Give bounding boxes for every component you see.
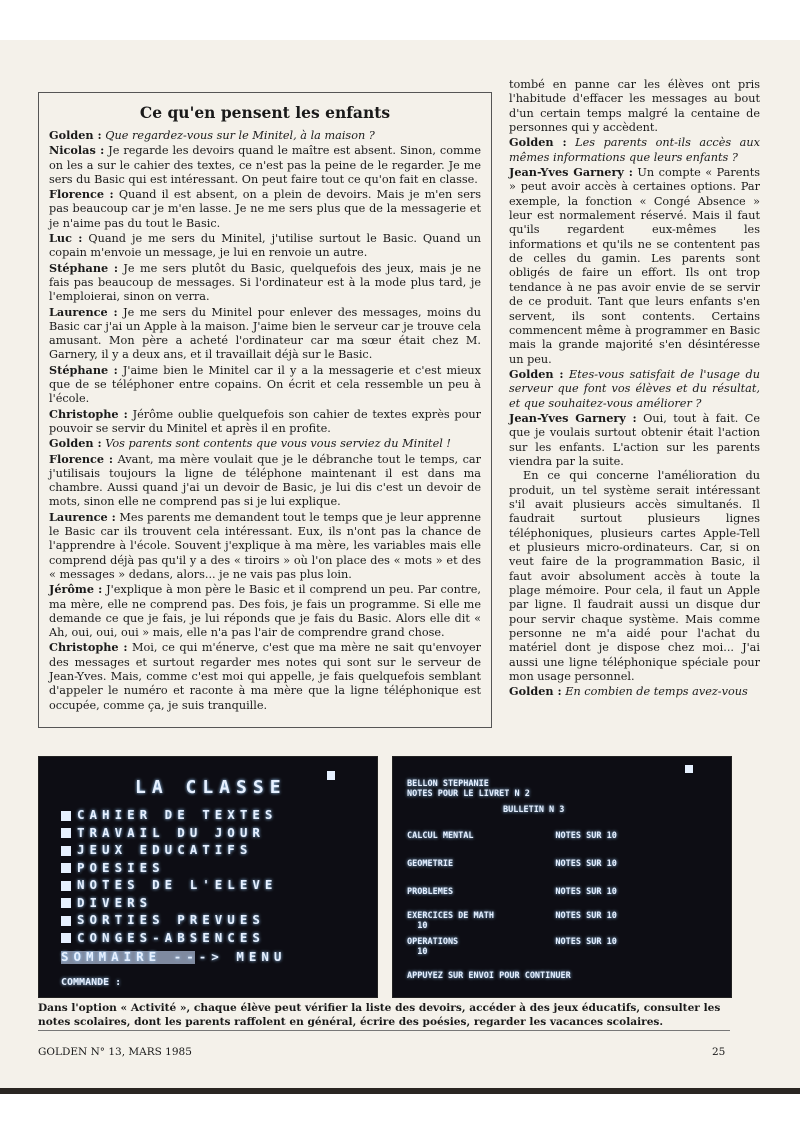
notes-row: OPERATIONS NOTES SUR 10 [407,937,617,947]
speaker-name: Laurence : [49,304,118,319]
screen-menu-label: NOTES DE L'ELEVE [77,877,278,892]
paragraph-text: Je regarde les devoirs quand le maître est absent. Sinon, comme on les a sur le cahier des textes, ce n'est pas la peine de le regarder. Je me sers du Basic qui est intéressant. On peut faire tout ce qu'on fait en classe. [49,144,481,186]
paragraph [49,510,481,582]
bullet-icon [61,863,71,873]
paragraph-text: J'aime bien le Minitel car il y a la messagerie et c'est mieux que de se téléphoner entre copains. On écrit et cela ressemble un peu à l'école. [49,363,482,406]
paragraph-text: Oui, tout à fait. Ce que je voulais surtout obtenir était l'action sur les enfants. L'action sur les parents viendra par la suite. [509,411,761,468]
speaker-name: Golden : [49,436,102,451]
footer-issue: GOLDEN N° 13, MARS 1985 [38,1046,192,1058]
speaker-name: Stéphane : [49,362,118,377]
paragraph-text: Que regardez-vous sur le Minitel, à la maison ? [105,129,375,142]
notes-row: EXERCICES DE MATH NOTES SUR 10 [407,911,617,921]
bullet-icon [61,898,71,908]
right-column [509,78,760,700]
screen-menu-item [61,895,152,910]
speaker-name: Jean-Yves Garnery : [509,410,637,425]
speaker-name: Stéphane : [49,260,119,275]
notes-row: APPUYEZ SUR ENVOI POUR CONTINUER [407,971,571,981]
speaker-name: Christophe : [49,640,128,655]
paragraph [509,469,760,684]
paragraph-text: Quand il est absent, on a plein de devoirs. Mais je m'en sers pas beaucoup car je m'en lasse. Je ne me sers plus que de la messagerie et je n'aime pas du tout le Basic. [49,188,482,230]
paragraph [49,640,481,712]
footer-divider [38,1030,730,1031]
screen-menu-item [61,842,252,857]
paragraph [49,231,481,261]
box-title: Ce qu'en pensent les enfants [139,103,391,122]
paragraph [49,143,481,187]
paragraph-text: En combien de temps avez-vous [565,685,748,699]
paragraph-text: Avant, ma mère voulait que je le débranche tout le temps, car j'utilisais toujours la ligne de téléphone maintenant il est dans ma chambre. Aussi quand j'ai un devoir de Basic, je lui dis c'est un devoir de mots, sinon elle ne comprend pas si je lui explique. [49,452,481,509]
minitel-screen-notes [392,756,732,998]
paragraph [49,128,481,143]
box-paragraphs [49,128,481,713]
screen-menu-item [61,877,277,892]
paragraph-text: Un compte « Parents » peut avoir accès à certaines options. Par exemple, la fonction « Congé Absence » leur est normalement réservé. Mais il faut qu'ils regardent eux-mêmes les informations et qu'ils ne se contentent pas de celles du gamin. Les parents sont obligés de faire un effort. Ils ont trop tendance à ne pas avoir envie de se servir de ce produit. Tant que leurs enfants s'en servent, ils sont contents. Certains commencent même à programmer en Basic mais la grande majorité s'en désintéresse un peu. [509,166,761,366]
bullet-icon [61,916,71,926]
screen-menu-label: SORTIES PREVUES [77,912,265,927]
notes-row: 10 [407,947,428,957]
paragraph-text: Je me sers du Minitel pour enlever des messages, moins du Basic car j'ai un Apple à la maison. J'aime bien le serveur car je trouve cela amusant. Mon père a acheté l'ordinateur car ma sœur était chez M. Garnery, il y a deux ans, et il travaillait déjà sur le Basic. [49,305,481,362]
bullet-icon [61,933,71,943]
screen-menu-label: JEUX EDUCATIFS [77,842,253,857]
screen-title: LA CLASSE [135,777,287,798]
bullet-icon [61,881,71,891]
paragraph [509,135,760,165]
speaker-name: Jean-Yves Garnery : [509,165,633,180]
screen-menu-item [61,807,277,822]
speaker-name: Florence : [49,187,114,202]
paragraph-text: Vos parents sont contents que vous vous serviez du Minitel ! [105,437,451,451]
paragraph [509,165,760,367]
photo-caption: Dans l'option « Activité », chaque élève peut vérifier la liste des devoirs, accéder à des jeux éducatifs, consulter les notes scolaires, dont les parents raffolent en général, écrire des poésies, regarder les vacances scolaires. [38,1002,721,1028]
speaker-name: Golden : [509,366,564,381]
notes-row: 10 [407,921,428,931]
speaker-name: Nicolas : [49,143,105,158]
paragraph [49,452,481,510]
screen-menu-item [61,860,165,875]
paragraph-text: En ce qui concerne l'amélioration du produit, un tel système serait intéressant s'il avait plusieurs accès simultanés. Il faudrait surtout plusieurs lignes téléphoniques, plusieurs cartes Apple-Tell et plusieurs micro-ordinateurs. Car, si on veut faire de la programmation Basic, il faut avoir absolument accès à toute la plage mémoire. Pour cela, il faut un Apple par ligne. Il faudrait aussi un disque dur pour servir chaque système. Mais comme personne ne m'a aidé pour l'achat du matériel dont je dispose chez moi... J'ai aussi une ligne téléphonique spéciale pour mon usage personnel. [509,469,760,684]
paragraph [509,367,760,411]
paragraph-text: Moi, ce qui m'énerve, c'est que ma mère ne sait qu'envoyer des messages et surtout regarder mes notes qui sont sur le serveur de Jean-Yves. Mais, comme c'est moi qui appelle, je fais quelquefois semblant d'appeler le numéro et raconte à ma mère que la ligne téléphonique est occupée, comme ça, je suis tranquille. [49,641,482,712]
notes-row: CALCUL MENTAL NOTES SUR 10 [407,831,617,841]
paragraph-text: J'explique à mon père le Basic et il comprend un peu. Par contre, ma mère, elle ne comprend pas. Des fois, je fais un programme. Si elle me demande ce que je fais, je lui réponds que je fais du Basic. Alors elle dit « Ah, oui, oui, oui » mais, elle n'a pas l'air de comprendre grand chose. [49,583,482,640]
paragraph [509,411,760,469]
paragraph-text: Les parents ont-ils accès aux mêmes informations que leurs enfants ? [509,136,760,164]
bullet-icon [61,811,71,821]
speaker-name: Jérôme : [49,582,103,597]
page-edge [0,1088,800,1094]
cursor-block [685,765,693,773]
speaker-name: Golden : [49,128,102,142]
right-paragraphs [509,78,760,700]
screen-menu-item [61,930,265,945]
screen-menu-item [61,912,265,927]
paragraph [49,436,481,451]
screen-menu-label: CAHIER DE TEXTES [77,807,278,822]
minitel-screen-menu [38,756,378,998]
paragraph-text: Jérôme oublie quelquefois son cahier de textes exprès pour pouvoir se servir du Minitel et après il en profite. [49,407,481,435]
speaker-name: Florence : [49,451,114,466]
speaker-name: Luc : [49,231,83,246]
speaker-name: Laurence : [49,509,116,524]
paragraph [49,582,481,640]
bullet-icon [61,846,71,856]
children-interview-box [38,92,492,728]
speaker-name: Golden : [509,684,562,699]
page-number: 25 [712,1046,726,1058]
screen-menu-label: TRAVAIL DU JOUR [77,824,265,840]
paragraph [49,187,481,231]
notes-row: PROBLEMES NOTES SUR 10 [407,887,617,897]
screen-menu-label: DIVERS [77,894,153,910]
notes-row: NOTES POUR LE LIVRET N 2 [407,789,530,799]
paragraph [49,363,481,407]
notes-row: BELLON STEPHANIE [407,779,489,789]
bullet-icon [61,828,71,838]
speaker-name: Golden : [509,135,567,150]
screen-menu-link: SOMMAIRE ---> MENU [61,949,287,964]
screen-menu-label: POESIES [77,859,165,875]
paragraph-text: Je me sers plutôt du Basic, quelquefois des jeux, mais je ne fais pas beaucoup de messages. Si l'ordinateur est à la mode plus tard, je l'emploierai, sinon on verra. [49,261,482,304]
screen-command-prompt: COMMANDE : [61,977,122,988]
paragraph [509,78,760,135]
paragraph [49,407,481,437]
paragraph-text: Mes parents me demandent tout le temps que je leur apprenne le Basic car ils trouvent cela intéressant. Eux, ils n'ont pas la chance de l'apprendre à l'école. Souvent j'explique à ma mère, les variables mais elle comprend déjà pas qu'il y a des « tiroirs » où l'on place des « mots » et des « messages » dedans, alors... je ne vais pas plus loin. [49,510,481,581]
screen-menu-item [61,825,265,840]
screen-menu-label: CONGES-ABSENCES [77,929,265,945]
notes-row: GEOMETRIE NOTES SUR 10 [407,859,617,869]
paragraph-text: Quand je me sers du Minitel, j'utilise surtout le Basic. Quand un copain m'envoie un message, je lui en renvoie un autre. [49,232,481,260]
paragraph-text: Etes-vous satisfait de l'usage du serveur que font vos élèves et du résultat, et que souhaitez-vous améliorer ? [509,367,760,410]
speaker-name: Christophe : [49,406,128,421]
paragraph [49,305,481,363]
cursor-block [327,771,335,780]
paragraph [49,261,481,305]
paragraph-text: tombé en panne car les élèves ont pris l'habitude d'effacer les messages au bout d'un certain temps malgré la centaine de personnes qui y accèdent. [509,78,760,135]
paragraph [509,684,760,699]
notes-row: BULLETIN N 3 [503,805,565,815]
